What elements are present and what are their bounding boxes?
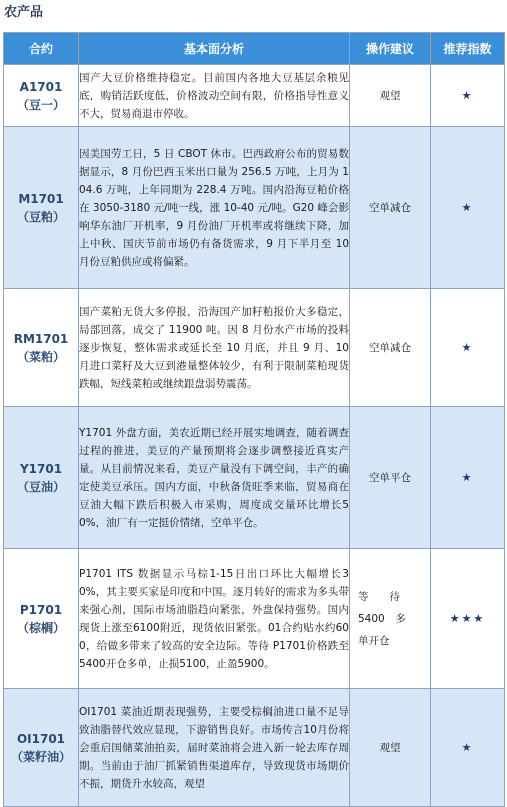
contract-cell [4,289,79,407]
advice-cell: 空单平仓 [350,407,431,549]
advice-line: 等 待 [358,590,400,603]
table-row [4,289,505,407]
contract-cell [4,689,79,807]
contract-name: （菜籽油） [10,749,71,764]
contract-name: （豆粕） [16,209,65,224]
table-row [4,65,505,127]
header-contract: 合约 [4,33,79,65]
contract-name: （豆一） [16,97,65,112]
header-analysis: 基本面分析 [79,33,350,65]
rating-stars: ★ [431,127,505,289]
rating-stars: ★★★ [431,549,505,689]
table-row [4,689,505,807]
table-row [4,407,505,549]
contract-name: （菜粕） [16,349,65,364]
table-row [4,127,505,289]
table-header-row [4,33,505,65]
contract-code: P1701 [19,602,63,617]
header-advice: 操作建议 [350,33,431,65]
header-rating: 推荐指数 [431,33,505,65]
contract-cell [4,407,79,549]
contract-cell [4,127,79,289]
analysis-cell: P1701 ITS 数据显示马棕1-15日出口环比大幅增长30%，其主要买家是印度和中国。逐月转好的需求为多头带来强心剂，国际市场油脂趋向紧张，外盘保持强势。国内现货上涨至6100附近，现货依旧紧张。01合约贴水约600，给做多带来了较高的安全边际。等待 P1701价格跌至5400开仓多单，止损5100，止盈5900。 [79,549,350,689]
agri-products-table [3,32,505,807]
analysis-cell: 因美国劳工日，5 日 CBOT 休市。巴西政府公布的贸易数据显示，8 月份巴西玉米出口量为 256.5 万吨，上月为 104.6 万吨，上年同期为 228.4 万吨。国内沿海豆粕价格在 3050-3180 元/吨一线，涨 10-40 元/吨。G20 峰会影响华东油厂开机率，9 月份油厂开机率或将继续下降，加上中秋、国庆节前市场仍有备货需求，9 月下半月至 10 月份豆粕供应或将偏紧。 [79,127,350,289]
advice-cell: 观望 [350,65,431,127]
contract-cell [4,65,79,127]
advice-line: 单开仓 [358,634,390,647]
contract-name: （豆油） [16,479,65,494]
rating-stars: ★ [431,289,505,407]
advice-cell: 空单减仓 [350,289,431,407]
contract-cell [4,549,79,689]
contract-code: Y1701 [19,461,63,476]
advice-cell [350,549,431,689]
rating-stars: ★ [431,407,505,549]
contract-name: （棕榈） [16,620,65,635]
section-title: 农产品 [4,5,44,20]
contract-code: A1701 [19,79,63,94]
rating-stars: ★ [431,689,505,807]
analysis-cell: 国产菜粕无货大多停报，沿海国产加籽粕报价大多稳定，局部回落，成交了 11900 吨。因 8 月份水产市场的投料逐步恢复，整体需求或延长至 10 月底，并且 9 月、10 月进口菜籽及大豆到港量整体较少，有利于限制菜粕现货跌幅，短线菜粕或继续跟盘弱势震荡。 [79,289,350,407]
advice-line: 5400 多 [358,612,406,625]
analysis-cell: 国产大豆价格维持稳定。目前国内各地大豆基层余粮见底，购销活跃度低，价格波动空间有限，价格指导性意义不大，贸易商退市停收。 [79,65,350,127]
contract-code: M1701 [18,191,64,206]
analysis-cell: OI1701 菜油近期表现强势，主要受棕榈油进口量不足导致油脂替代效应显现，下游销售良好。市场传言10月份将会重启国储菜油拍卖，届时菜油将会进入新一轮去库存周期。当前由于油厂抓紧销售渠道库存，导致现货市场期价不振，期货升水较高，观望 [79,689,350,807]
contract-code: OI1701 [16,731,66,746]
table-row [4,549,505,689]
contract-code: RM1701 [13,331,69,346]
rating-stars: ★ [431,65,505,127]
advice-cell: 空单减仓 [350,127,431,289]
advice-cell: 观望 [350,689,431,807]
analysis-cell: Y1701 外盘方面，美农近期已经开展实地调查，随着调查过程的推进，美豆的产量预期将会逐步调整接近真实产量。从目前情况来看，美豆产量没有下调空间，丰产的确定使美豆承压。国内方面，中秋备货旺季来临，贸易商在豆油大幅下跌后积极入市采购，周度成交量环比增长50%，油厂有一定挺价情绪，空单平仓。 [79,407,350,549]
